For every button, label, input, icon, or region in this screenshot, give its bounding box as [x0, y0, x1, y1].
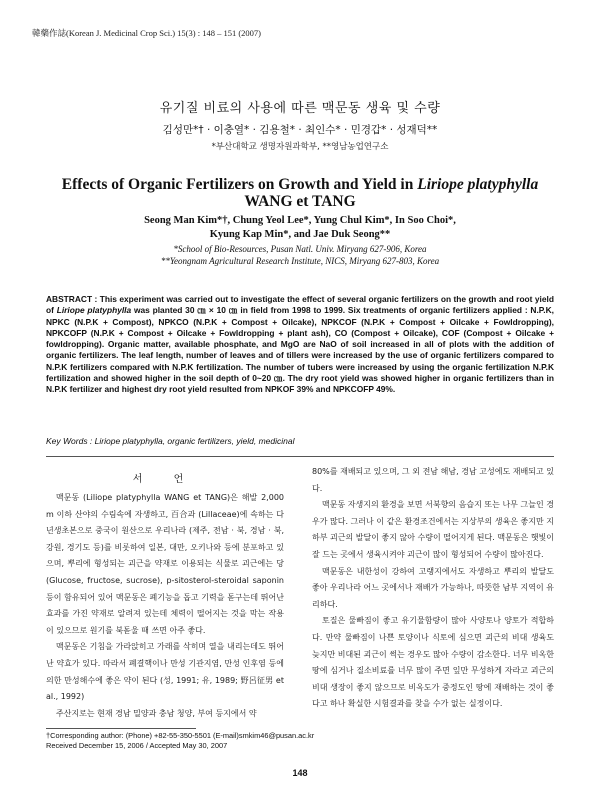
english-title-line2: WANG et TANG: [244, 193, 356, 210]
footnote-received: Received December 15, 2006 / Accepted May 30, 2007: [46, 740, 228, 750]
abstract: [46, 294, 554, 396]
abstract-label: ABSTRACT :: [46, 294, 98, 304]
english-affiliation: [50, 244, 550, 267]
english-title-main: Effects of Organic Fertilizers on Growth and Yield in: [61, 176, 418, 193]
english-title-species: Liriope platyphylla: [417, 176, 539, 193]
right-paragraph-1: 80%를 재배되고 있으며, 그 외 전남 해남, 경남 고성에도 재배되고 있다.: [312, 467, 554, 493]
abstract-species: Liriope platyphylla: [56, 305, 132, 316]
keywords-label: Key Words :: [46, 436, 93, 446]
journal-citation: 韓藥作誌(Korean J. Medicinal Crop Sci.) 15(3) : 148 – 151 (2007): [32, 28, 261, 38]
abstract-text-1: This experiment was carried out to investigate the effect of several organic fertilizers on the growth and root yield of: [46, 294, 554, 316]
footnote: [46, 731, 314, 750]
korean-affiliation: *부산대학교 생명자원과학부, **영남농업연구소: [211, 142, 389, 152]
left-paragraph-2: 맥문동은 기침을 가라앉히고 가래를 삭히며 열을 내리는데도 뛰어난 약효가 있다. 따라서 폐결핵이나 만성 기관지염, 만성 인후염 등에 의한 만성해수에 좋은 약이 된다 (성, 1991; 유, 1989; 野呂征男 et al., 1992): [46, 642, 284, 702]
left-column: [46, 490, 284, 722]
section-heading: 서 언: [132, 474, 198, 485]
english-authors-line1: Seong Man Kim*†, Chung Yeol Lee*, Yung Chul Kim*, In Soo Choi*,: [144, 215, 456, 226]
right-column: [312, 464, 554, 713]
footnote-corresponding: †Corresponding author: (Phone) +82-55-350-5501 (E-mail)smkim46@pusan.ac.kr: [46, 731, 315, 740]
english-authors: [50, 214, 550, 241]
korean-authors: 김성만*† · 이충열* · 김용철* · 최인수* · 민경갑* · 성재덕**: [162, 124, 438, 136]
right-paragraph-3: 맥문동은 내한성이 강하여 고랭지에서도 자생하고 뿌리의 발달도 좋아 우리나라 어느 곳에서나 재배가 가능하나, 따뜻한 남부 지역이 유리하다.: [312, 566, 554, 609]
right-paragraph-4: 토질은 물빠짐이 좋고 유기물함량이 많아 사양토나 양토가 적합하다. 만약 물빠짐이 나쁜 토양이나 식토에 심으면 괴근의 비대 생육도 늦지만 비대된 괴근이 썩는 경우도 많아 수량이 감소한다. 너무 비옥한 땅에 심거나 질소비료를 너무 많이 주면 잎만 무성하게 자라고 괴근의 비대 생장이 좋지 않으므로 비옥도가 중정도인 땅에 재배하는 것이 좋다고 하나 확실한 시험결과를 찾을 수가 없는 실정이다.: [312, 616, 554, 709]
left-paragraph-3: 주산지로는 현재 경남 밀양과 충남 청양, 부여 등지에서 약: [56, 708, 257, 718]
english-authors-line2: Kyung Kap Min*, and Jae Duk Seong**: [209, 228, 391, 240]
page-number: 148: [292, 768, 308, 778]
english-affiliation-line2: **Yeongnam Agricultural Research Institute, NICS, Miryang 627-803, Korea: [160, 255, 440, 266]
abstract-text-2: was planted 30 ㎝ × 10 ㎝ in field from 1998 to 1999. Six treatments of organic fertilizers applied : N.P.K, NPKC (N.P.K + Compost), NPKCO (N.P.K + Compost + Oilcake), NPKCOF (N.P.K + Compost + Oilcake + Fowldropping), NPKCOFP (N.P.K + Compost + Oilcake + Fowldropping + plant ash), CO (Compost + Oilcake), COF (Compost + Oilcake + fowldropping). Organic matter, available phosphate, and MgO are NaO of soil increased in all of plots with the addition of organic fertilizers. The leaf length, number of leaves and of tillers were increased by the use of organic fertilizers compared to N.P.K fertilizers compared with N.P.K fertilization. The number of tubers were increased by using the organic fertilization N.P.K fertilization and showed higher in the soil depth of 0~20 ㎝. The dry root yield was showed higher in organic fertilizers than in N.P.K fertilizer and highest dry root yield resulted from NPKOF 39% and NPKCOFP 49%.: [46, 305, 554, 395]
korean-title: 유기질 비료의 사용에 따른 맥문동 생육 및 수량: [159, 101, 441, 116]
footnote-rule: [46, 728, 196, 729]
keywords: [46, 436, 295, 446]
section-divider: [46, 456, 554, 457]
english-affiliation-line1: *School of Bio-Resources, Pusan Natl. Univ. Miryang 627-906, Korea: [173, 244, 427, 254]
keywords-list: Liriope platyphylla, organic fertilizers, yield, medicinal: [92, 436, 295, 446]
english-title: [40, 176, 560, 210]
left-paragraph-1: 맥문동 (Liliope platyphylla WANG et TANG)은 해발 2,000 m 이하 산야의 수림속에 자생하고, 百合과 (Lillaceae)에 속하는 다년생초본으로 중국이 원산으로 우리나라 (제주, 전남 · 북, 경남 · 북, 강원, 경기도 등)를 비롯하여 일본, 대만, 오키나와 등에 분포하고 있으며, 뿌리에 형성되는 괴근을 약재로 이용되는 식물로 괴근에는 당 (Glucose, fructose, sucrose), p-sitosterol-steroidal saponin 등이 함유되어 있어 맥문동은 폐기능을 돕고 기력을 돋구는데 뛰어난 효과를 가진 약재로 알려져 있는데 체력이 떨어지는 것을 막는 작용이 있으므로 원기를 북돋울 때 쓰면 아주 좋다.: [46, 493, 284, 635]
right-paragraph-2: 맥문동 자생지의 환경을 보면 서북향의 음습지 또는 나무 그늘인 경우가 많다. 그러나 이 같은 환경조건에서는 지상부의 생육은 좋지만 지하부 괴근의 발달이 좋지 않아 수량이 떨어지게 된다. 맥문동은 햇빛이 잘 드는 곳에서 생육시켜야 괴근이 많이 형성되어 수량이 많아진다.: [312, 500, 554, 559]
